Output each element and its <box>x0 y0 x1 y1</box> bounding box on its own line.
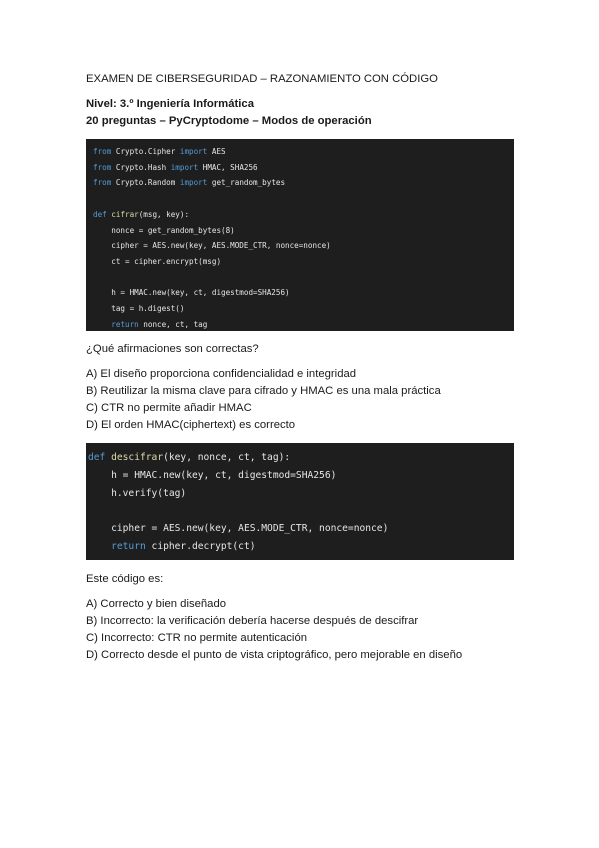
question-1-option-d: D) El orden HMAC(ciphertext) es correcto <box>86 419 296 431</box>
question-1-option-b: B) Reutilizar la misma clave para cifrado y HMAC es una mala práctica <box>86 385 441 397</box>
exam-subtitle: 20 preguntas – PyCryptodome – Modos de operación <box>86 115 372 127</box>
question-2-option-d: D) Correcto desde el punto de vista criptográfico, pero mejorable en diseño <box>86 649 463 661</box>
question-2-option-b: B) Incorrecto: la verificación debería hacerse después de descifrar <box>86 615 419 627</box>
question-2-option-a: A) Correcto y bien diseñado <box>86 598 227 610</box>
exam-title: EXAMEN DE CIBERSEGURIDAD – RAZONAMIENTO CON CÓDIGO <box>86 73 438 85</box>
question-1-option-c: C) CTR no permite añadir HMAC <box>86 402 252 414</box>
exam-level: Nivel: 3.º Ingeniería Informática <box>86 98 254 110</box>
code-block-descifrar <box>86 443 514 560</box>
question-1-prompt: ¿Qué afirmaciones son correctas? <box>86 343 259 355</box>
question-2-prompt: Este código es: <box>86 573 164 585</box>
code-block-cifrar-text: from Crypto.Cipher import AES from Crypto.Hash import HMAC, SHA256 from Crypto.Random import get_random_bytes def cifrar(msg, key): nonce = get_random_bytes(8) cipher = AES.new(key, AES.MODE_CTR, nonce=nonce) ct = cipher.encrypt(msg) h = HMAC.new(key, ct, digestmod=SHA256) tag = h.digest() return nonce, ct, tag <box>93 147 331 329</box>
question-1-option-a: A) El diseño proporciona confidencialidad e integridad <box>86 368 357 380</box>
code-block-cifrar <box>86 139 514 331</box>
question-2-option-c: C) Incorrecto: CTR no permite autenticación <box>86 632 308 644</box>
code-block-descifrar-text: def descifrar(key, nonce, ct, tag): h = HMAC.new(key, ct, digestmod=SHA256) h.verify(tag) cipher = AES.new(key, AES.MODE_CTR, nonce=nonce) return cipher.decrypt(ct) <box>88 452 389 552</box>
